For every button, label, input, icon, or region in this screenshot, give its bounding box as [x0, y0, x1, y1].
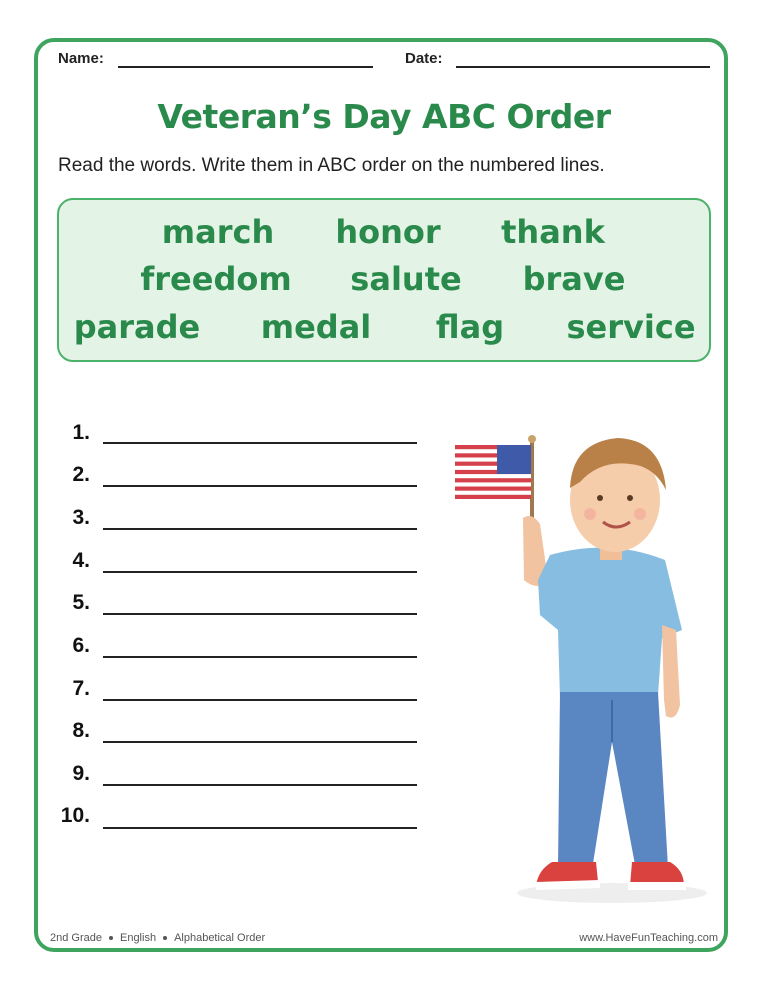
word-bank-word: flag — [435, 308, 505, 346]
word-bank-word: thank — [501, 213, 605, 251]
answer-number: 5. — [72, 591, 90, 614]
answer-line[interactable] — [103, 827, 417, 829]
boy-with-flag-illustration — [440, 430, 720, 910]
footer-website[interactable]: www.HaveFunTeaching.com — [579, 932, 718, 944]
footer-tags — [50, 932, 265, 944]
word-bank-word: service — [566, 308, 696, 346]
word-bank-word: freedom — [140, 260, 292, 298]
answer-line[interactable] — [103, 528, 417, 530]
answer-line[interactable] — [103, 442, 417, 444]
answer-line[interactable] — [103, 571, 417, 573]
answer-number: 2. — [72, 463, 90, 486]
word-bank-word: medal — [260, 308, 372, 346]
answer-line[interactable] — [103, 485, 417, 487]
answer-number: 1. — [72, 421, 90, 444]
word-bank-word: march — [161, 213, 275, 251]
name-field[interactable] — [118, 66, 373, 68]
answer-line[interactable] — [103, 741, 417, 743]
answer-number: 10. — [60, 804, 90, 827]
answer-number: 3. — [72, 506, 90, 529]
answer-number: 9. — [72, 762, 90, 785]
bullet-icon — [109, 936, 113, 940]
word-bank-word: brave — [522, 260, 626, 298]
footer-topic: Alphabetical Order — [174, 932, 266, 944]
date-field[interactable] — [456, 66, 710, 68]
footer-subject: English — [119, 932, 157, 944]
answer-number: 7. — [72, 677, 90, 700]
word-bank-word: honor — [335, 213, 441, 251]
answer-number: 8. — [72, 719, 90, 742]
name-label: Name: — [58, 50, 104, 67]
worksheet-title: Veteran’s Day ABC Order — [157, 97, 611, 136]
bullet-icon — [163, 936, 167, 940]
answer-number: 4. — [72, 549, 90, 572]
word-bank-word: parade — [73, 308, 201, 346]
answer-line[interactable] — [103, 784, 417, 786]
answer-number: 6. — [72, 634, 90, 657]
instructions: Read the words. Write them in ABC order on the numbered lines. — [58, 155, 605, 176]
word-bank-word: salute — [350, 260, 462, 298]
answer-line[interactable] — [103, 699, 417, 701]
footer-grade: 2nd Grade — [50, 932, 102, 944]
date-label: Date: — [405, 50, 443, 67]
answer-line[interactable] — [103, 656, 417, 658]
answer-line[interactable] — [103, 613, 417, 615]
